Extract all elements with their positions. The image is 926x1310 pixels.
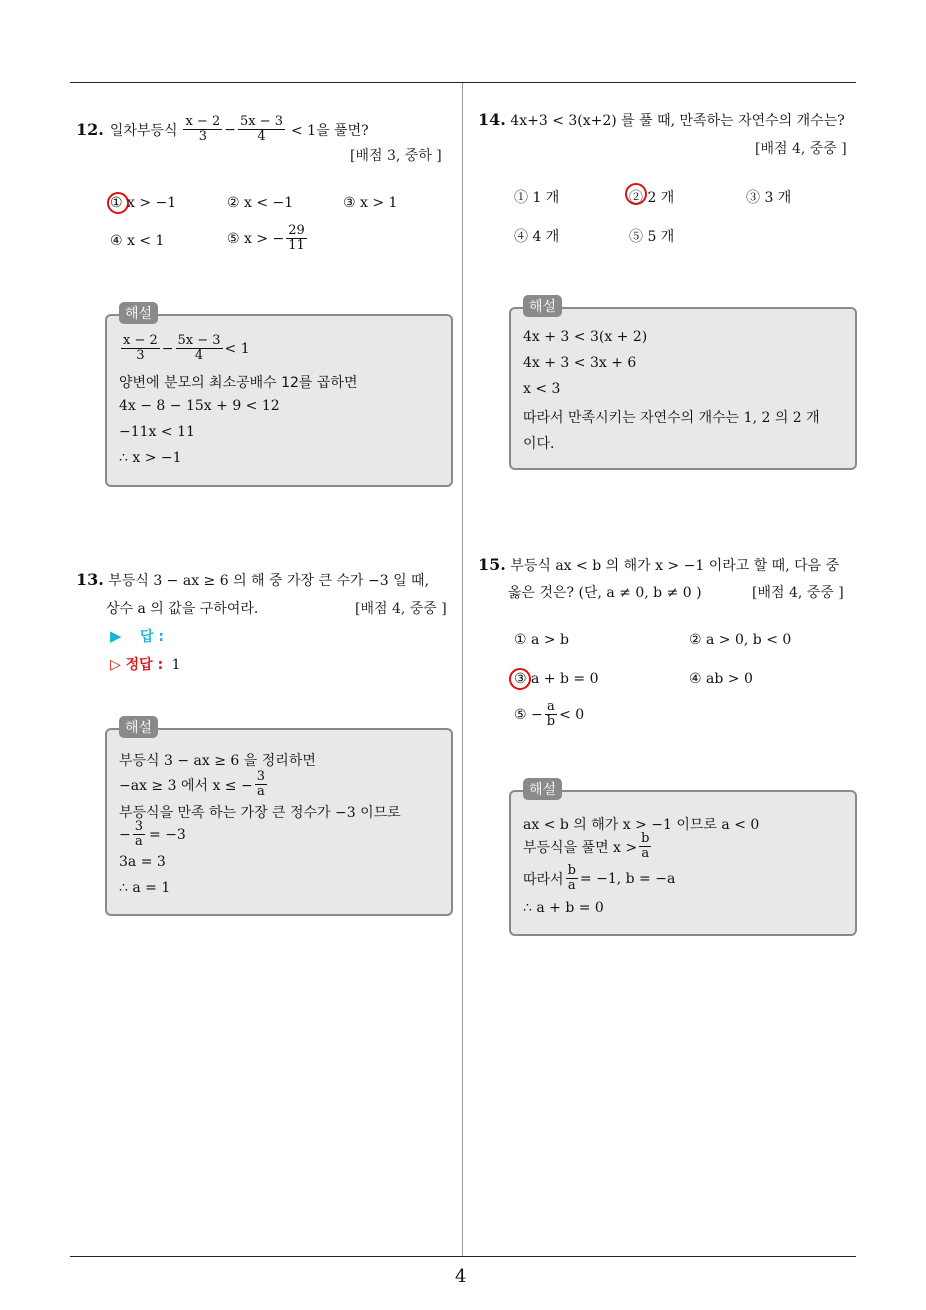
solution-box: 부등식 3 − ax ≥ 6 을 정리하면 −ax ≥ 3 에서 x ≤ − $\frac{3}{a}$ 부등식을 만족 하는 가장 큰 정수가 −3 이므로 − $\frac{3}{a}$ = −3 3a = 3 ∴ a = 1 (105, 728, 453, 916)
choice-1[interactable]: ① a > b (514, 632, 569, 648)
choice-4[interactable]: ④ 4 개 (514, 229, 560, 245)
solution-tag: 해설 (119, 716, 158, 738)
question-text: 옳은 것은? (단, a ≠ 0, b ≠ 0 ) (508, 585, 702, 601)
choice-3[interactable]: ③ 3 개 (746, 190, 792, 206)
choice-2[interactable]: ② a > 0, b < 0 (689, 632, 792, 648)
correct-value: 1 (171, 657, 181, 673)
solution-tag: 해설 (119, 302, 158, 324)
question-text: 부등식 ax < b 의 해가 x > −1 이라고 할 때, 다음 중 (510, 558, 840, 574)
solution-line: −11x < 11 (119, 424, 195, 440)
question-text: 일차부등식 (109, 122, 178, 139)
solution-box: $\frac{x - 2}{3}$ − $\frac{5x - 3}{4}$ < 1 양변에 분모의 최소공배수 12를 곱하면 4x − 8 − 15x + 9 < 12 −11x < 11 ∴ x > −1 (105, 314, 453, 487)
column-divider (462, 83, 463, 1257)
solution-tag: 해설 (523, 778, 562, 800)
question-text: 부등식 3 − ax ≥ 6 의 해 중 가장 큰 수가 −3 일 때, (108, 573, 430, 589)
choice-5[interactable]: ⑤ x > − $\frac{29}{11}$ (227, 223, 305, 253)
answer-label: 답 : (140, 629, 164, 645)
solution-line: ∴ x > −1 (119, 450, 182, 466)
score-meta: [배점 4, 중중 ] (752, 585, 844, 601)
choice-3[interactable]: ③ x > 1 (343, 195, 398, 211)
bottom-rule (70, 1256, 856, 1257)
score-meta: [배점 4, 중중 ] (355, 601, 447, 617)
solution-line: 4x − 8 − 15x + 9 < 12 (119, 398, 280, 414)
play-icon: ▶ (110, 627, 122, 645)
score-meta: [배점 3, 중하 ] (350, 148, 442, 164)
choice-2[interactable]: ② 2 개 (629, 190, 675, 206)
choice-4[interactable]: ④ x < 1 (110, 233, 165, 249)
page-number: 4 (455, 1266, 467, 1287)
fraction: $\frac{x - 2}{3}$ (185, 114, 221, 144)
correct-label: ▷ 정답 : (110, 657, 164, 673)
top-rule (70, 82, 856, 83)
choice-5[interactable]: ⑤ − $\frac{a}{b}$ < 0 (514, 699, 585, 729)
answer-row (110, 626, 164, 646)
solution-box: ax < b 의 해가 x > −1 이므로 a < 0 부등식을 풀면 x > $\frac{b}{a}$ 따라서 $\frac{b}{a}$ = −1, b = −a ∴ a + b = 0 (509, 790, 857, 936)
choice-3[interactable]: ③ a + b = 0 (514, 671, 599, 687)
choice-1[interactable]: ① x > −1 (110, 195, 177, 211)
question-number: 15. (478, 555, 506, 574)
choice-2[interactable]: ② x < −1 (227, 195, 294, 211)
question-number: 14. (478, 110, 506, 129)
fraction: $\frac{5x - 3}{4}$ (239, 114, 283, 144)
correct-answer-row (110, 654, 181, 674)
question-number: 13. (76, 570, 104, 589)
question-number: 12. (76, 120, 104, 139)
question-text: 4x+3 < 3(x+2) 를 풀 때, 만족하는 자연수의 개수는? (510, 113, 845, 129)
score-meta: [배점 4, 중중 ] (755, 141, 847, 157)
choice-5[interactable]: ⑤ 5 개 (629, 229, 675, 245)
choice-4[interactable]: ④ ab > 0 (689, 671, 753, 687)
solution-box: 4x + 3 < 3(x + 2) 4x + 3 < 3x + 6 x < 3 따라서 만족시키는 자연수의 개수는 1, 2 의 2 개 이다. (509, 307, 857, 470)
solution-tag: 해설 (523, 295, 562, 317)
question-text: 상수 a 의 값을 구하여라. (106, 601, 259, 617)
solution-line: 양변에 분모의 최소공배수 12를 곱하면 (119, 375, 358, 391)
choice-1[interactable]: ① 1 개 (514, 190, 560, 206)
